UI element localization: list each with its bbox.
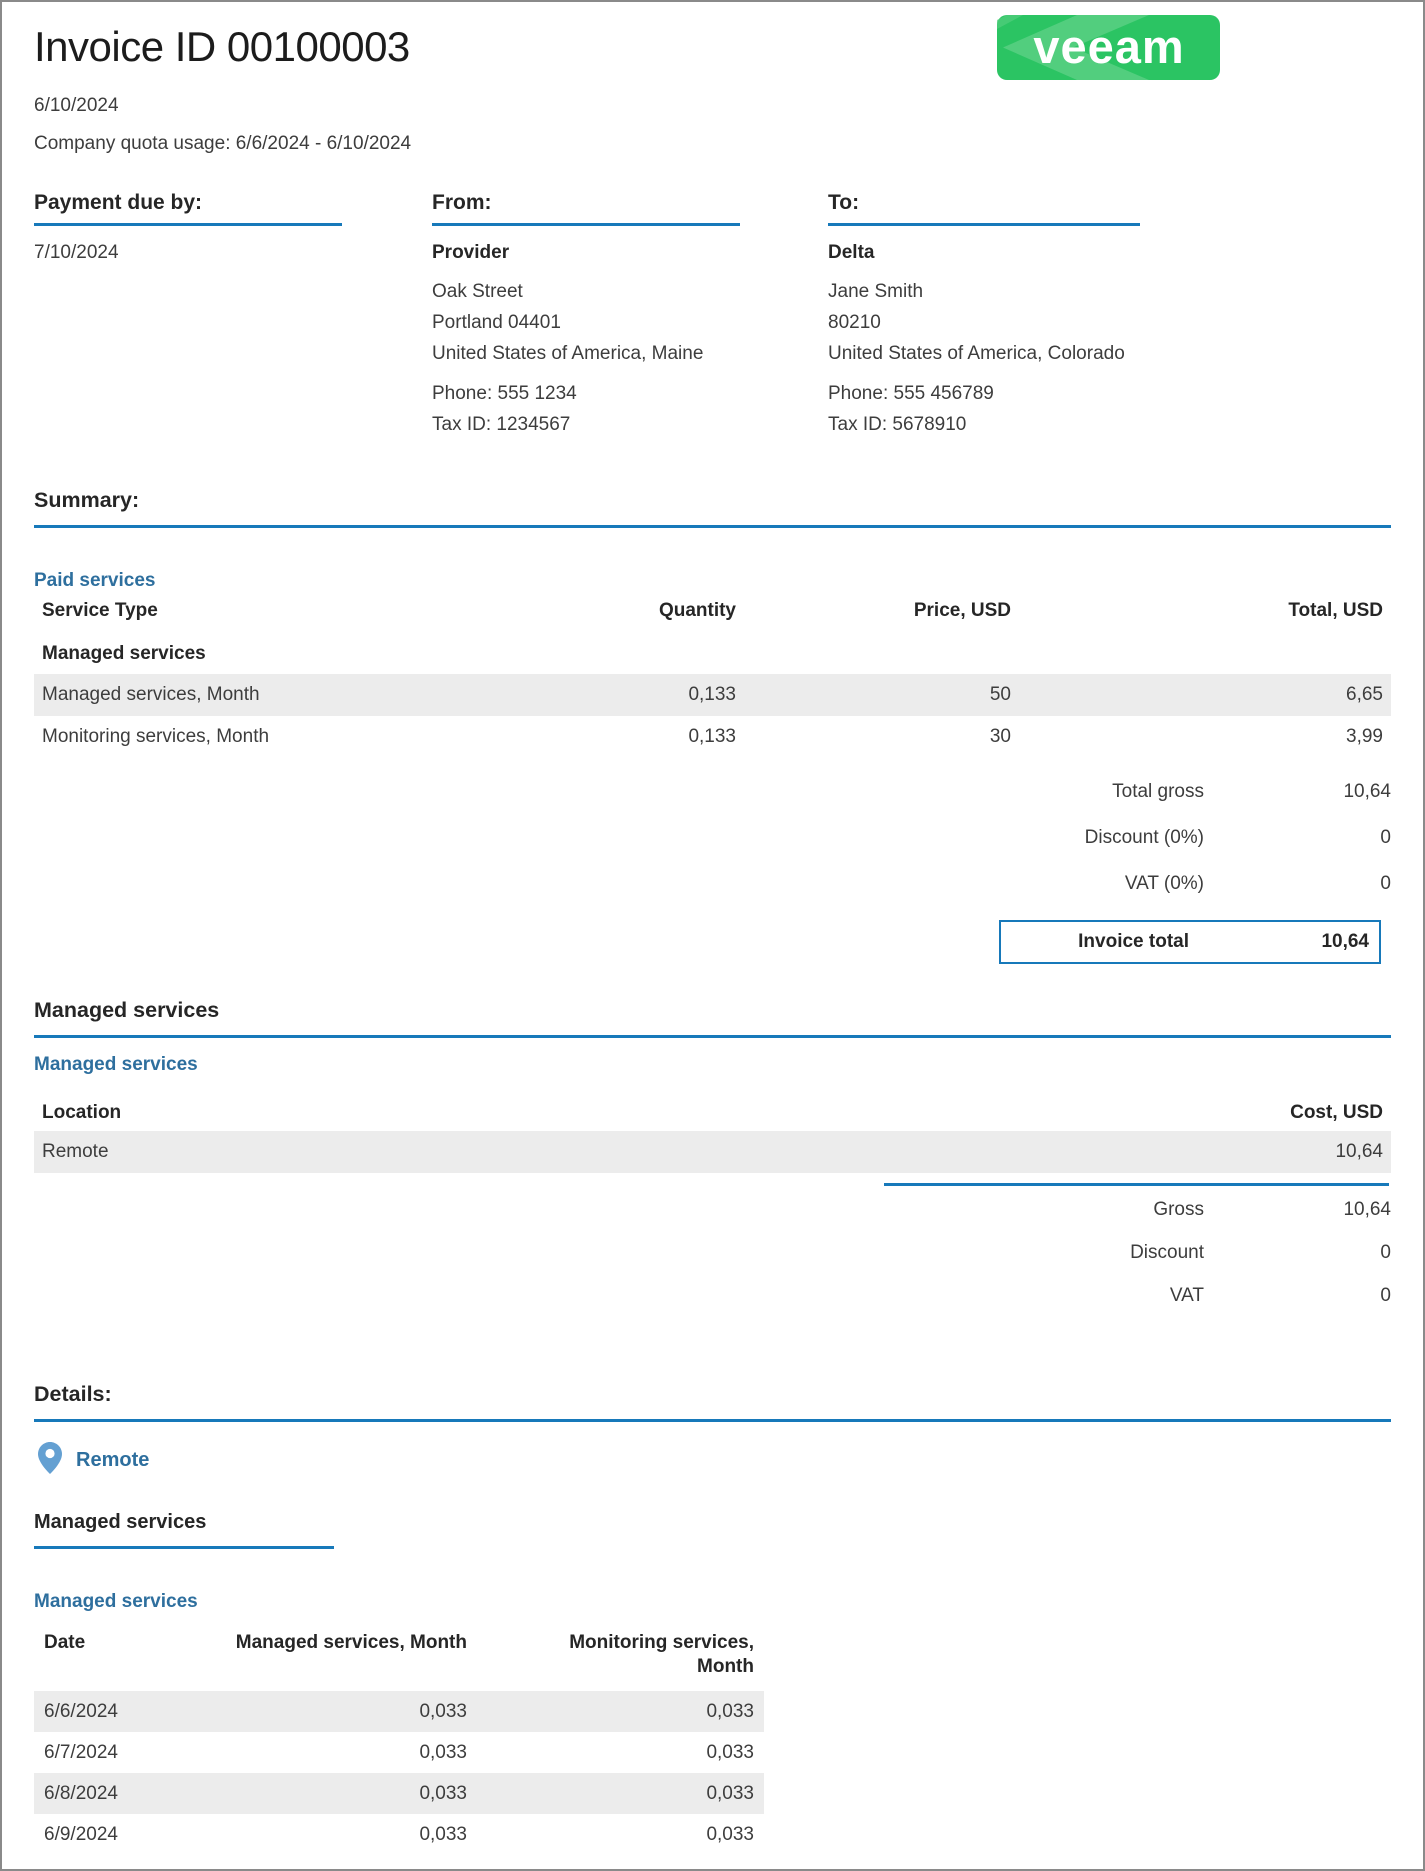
summary-heading: Summary: (34, 488, 1391, 528)
vat-row (34, 1286, 1391, 1306)
vat-row (34, 874, 1391, 894)
table-row (34, 1691, 764, 1732)
summary-totals (34, 782, 1391, 964)
location-pin-icon (34, 1442, 62, 1479)
from-address-line: Oak Street (432, 281, 523, 302)
column-quantity: Quantity (658, 600, 736, 621)
details-location-row (34, 1442, 1391, 1479)
paid-services-table (34, 594, 1391, 758)
total-label: VAT (0%) (1124, 873, 1204, 894)
to-heading: To: (828, 191, 1140, 226)
from-address-line: United States of America, Maine (432, 343, 704, 364)
total-value: 0 (1380, 873, 1391, 894)
from-address-line: Portland 04401 (432, 312, 561, 333)
cell-date: 6/9/2024 (44, 1823, 118, 1845)
cell-quantity: 0,133 (688, 684, 736, 705)
parties-row (34, 191, 1391, 440)
managed-services-subheading: Managed services (34, 1054, 198, 1075)
column-date: Date (44, 1632, 86, 1653)
daily-usage-table (34, 1631, 764, 1855)
cell-managed: 0,033 (419, 1823, 467, 1845)
to-address-line: Jane Smith (828, 281, 924, 302)
cell-location: Remote (42, 1141, 109, 1162)
veeam-logo-text: veeam (1033, 20, 1185, 73)
invoice-date: 6/10/2024 (34, 95, 119, 116)
cell-price: 50 (989, 684, 1011, 705)
total-label: Discount (0%) (1084, 827, 1204, 848)
veeam-logo (997, 15, 1220, 80)
cell-monitoring: 0,033 (706, 1782, 754, 1804)
table-header (34, 1102, 1391, 1131)
table-row (34, 1814, 764, 1855)
to-section (828, 191, 1140, 440)
from-phone: Phone: 555 1234 (432, 383, 577, 404)
from-heading: From: (432, 191, 740, 226)
total-value: 0 (1380, 827, 1391, 848)
total-gross-row (34, 782, 1391, 802)
details-table-heading: Managed services (34, 1511, 334, 1549)
cell-total: 3,99 (1346, 726, 1383, 747)
to-name: Delta (828, 242, 875, 263)
column-total: Total, USD (1288, 600, 1383, 621)
from-contact (432, 378, 740, 440)
total-label: Total gross (1112, 781, 1204, 802)
from-tax-id: Tax ID: 1234567 (432, 414, 571, 435)
total-label: Discount (1130, 1242, 1204, 1263)
to-phone: Phone: 555 456789 (828, 383, 994, 404)
total-label: VAT (1169, 1285, 1204, 1306)
column-price: Price, USD (913, 600, 1011, 621)
table-row (34, 716, 1391, 758)
to-contact (828, 378, 1140, 440)
cell-date: 6/7/2024 (44, 1741, 118, 1763)
totals-divider (884, 1183, 1389, 1186)
cell-cost: 10,64 (1335, 1141, 1383, 1162)
table-row (34, 1131, 1391, 1173)
table-header (34, 1631, 764, 1691)
column-service-type: Service Type (42, 600, 158, 621)
total-label: Gross (1153, 1199, 1204, 1220)
total-value: 0 (1380, 1242, 1391, 1263)
from-section (432, 191, 740, 440)
total-value: 10,64 (1343, 781, 1391, 802)
cell-managed: 0,033 (419, 1782, 467, 1804)
table-row (34, 1773, 764, 1814)
to-tax-id: Tax ID: 5678910 (828, 414, 967, 435)
column-monitoring: Monitoring services, Month (569, 1632, 754, 1677)
cell-service: Managed services, Month (42, 684, 260, 705)
location-totals (34, 1200, 1391, 1306)
cell-monitoring: 0,033 (706, 1741, 754, 1763)
discount-row (34, 1243, 1391, 1263)
payment-due-date: 7/10/2024 (34, 242, 119, 263)
from-name: Provider (432, 242, 510, 263)
discount-row (34, 828, 1391, 848)
payment-due-section (34, 191, 342, 440)
table-row (34, 1732, 764, 1773)
cell-monitoring: 0,033 (706, 1823, 754, 1845)
cell-quantity: 0,133 (688, 726, 736, 747)
table-header (34, 594, 1391, 628)
invoice-total-value: 10,64 (1321, 931, 1369, 952)
column-location: Location (42, 1102, 122, 1123)
cell-date: 6/6/2024 (44, 1700, 118, 1722)
table-group-header: Managed services (42, 643, 206, 664)
column-cost: Cost, USD (1290, 1102, 1383, 1123)
details-heading: Details: (34, 1382, 1391, 1422)
total-value: 0 (1380, 1285, 1391, 1306)
cell-managed: 0,033 (419, 1700, 467, 1722)
column-managed: Managed services, Month (235, 1632, 467, 1653)
cell-managed: 0,033 (419, 1741, 467, 1763)
location-table (34, 1102, 1391, 1173)
payment-due-heading: Payment due by: (34, 191, 342, 226)
quota-usage: Company quota usage: 6/6/2024 - 6/10/2024 (34, 133, 412, 154)
cell-date: 6/8/2024 (44, 1782, 118, 1804)
from-address (432, 276, 740, 369)
paid-services-subheading: Paid services (34, 570, 156, 591)
to-address-line: 80210 (828, 312, 881, 333)
total-value: 10,64 (1343, 1199, 1391, 1220)
gross-row (34, 1200, 1391, 1220)
invoice-total-label: Invoice total (1078, 931, 1189, 952)
invoice-total-box (999, 920, 1381, 964)
table-row (34, 674, 1391, 716)
managed-services-heading: Managed services (34, 998, 1391, 1038)
cell-monitoring: 0,033 (706, 1700, 754, 1722)
cell-price: 30 (989, 726, 1011, 747)
cell-total: 6,65 (1346, 684, 1383, 705)
page-title: Invoice ID 00100003 (34, 23, 410, 70)
to-address (828, 276, 1140, 369)
details-subheading: Managed services (34, 1591, 198, 1612)
to-address-line: United States of America, Colorado (828, 343, 1125, 364)
cell-service: Monitoring services, Month (42, 726, 270, 747)
details-location-label: Remote (76, 1449, 150, 1471)
